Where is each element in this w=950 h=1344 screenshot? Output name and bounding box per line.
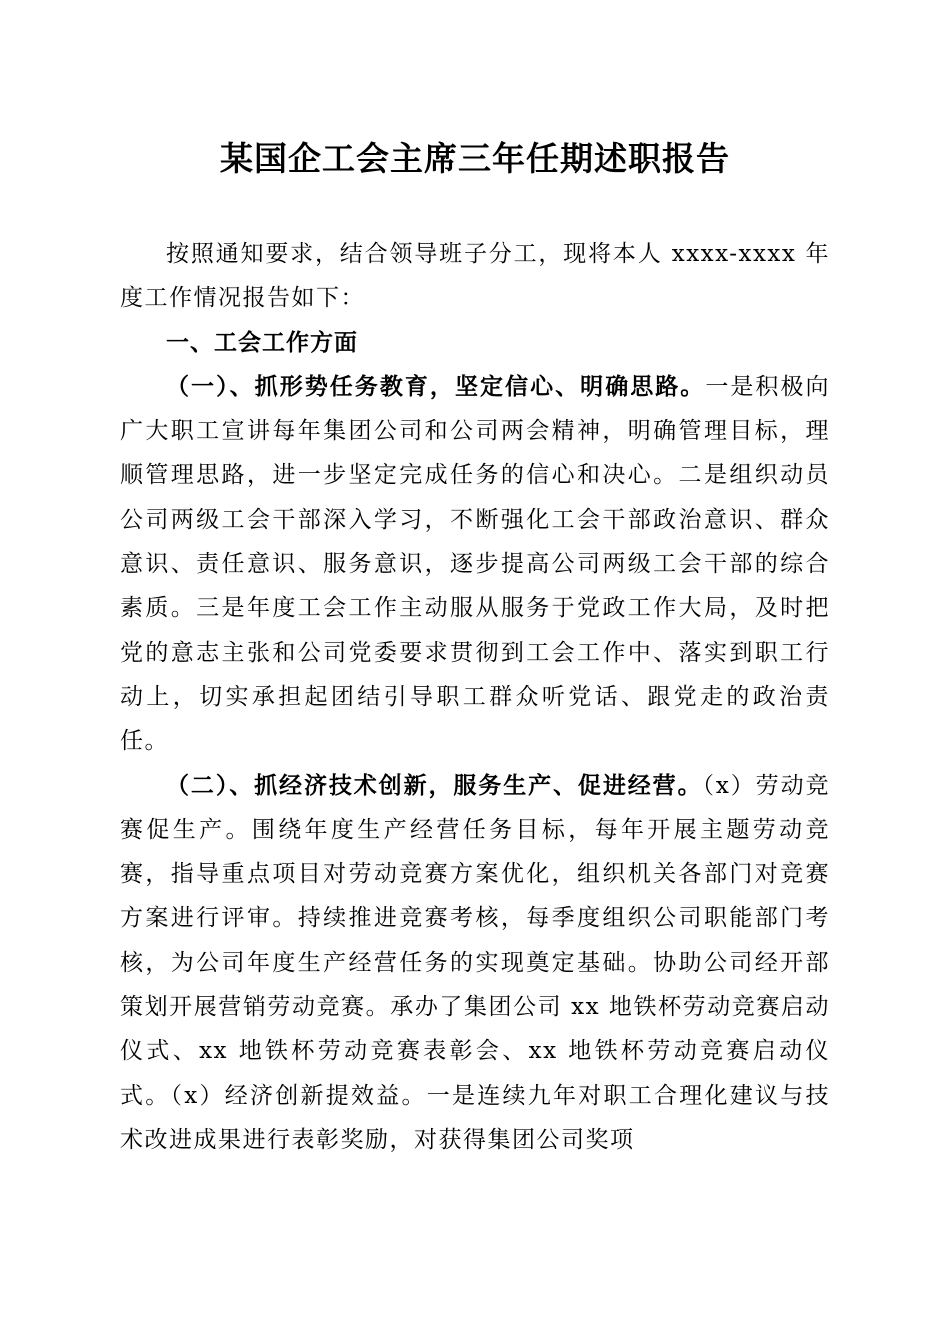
paragraph-1 <box>120 365 830 764</box>
document-body <box>120 232 830 1162</box>
intro-paragraph: 按照通知要求，结合领导班子分工，现将本人 xxxx-xxxx 年度工作情况报告如下： <box>120 241 830 312</box>
paragraph-1-text: 一是积极向广大职工宣讲每年集团公司和公司两会精神，明确管理目标，理顺管理思路，进一步坚定完成任务的信心和决心。二是组织动员公司两级工会干部深入学习，不断强化工会干部政治意识、群众意识、责任意识、服务意识，逐步提高公司两级工会干部的综合素质。三是年度工会工作主动服从服务于党政工作大局，及时把党的意志主张和公司党委要求贯彻到工会工作中、落实到职工行动上，切实承担起团结引导职工群众听党话、跟党走的政治责任。 <box>120 373 831 755</box>
document-title: 某国企工会主席三年任期述职报告 <box>220 139 730 178</box>
sub-heading-2: （二）、抓经济技术创新，服务生产、促进经营。 <box>166 771 703 799</box>
section-heading: 一、工会工作方面 <box>166 329 358 356</box>
paragraph-2-text: （x）劳动竞赛促生产。围绕年度生产经营任务目标，每年开展主题劳动竞赛，指导重点项目对劳动竞赛方案优化，组织机关各部门对竞赛方案进行评审。持续推进竞赛考核，每季度组织公司职能部门考核，为公司年度生产经营任务的实现奠定基础。协助公司经开部策划开展营销劳动竞赛。承办了集团公司 xx 地铁杯劳动竞赛启动仪式、xx 地铁杯劳动竞赛表彰会、xx 地铁杯劳动竞赛启动仪式。（x）经济创新提效益。一是连续九年对职工合理化建议与技术改进成果进行表彰奖励，对获得集团公司奖项 <box>120 772 830 1153</box>
paragraph-2 <box>120 764 830 1163</box>
sub-heading-1: （一）、抓形势任务教育，坚定信心、明确思路。 <box>166 372 706 400</box>
